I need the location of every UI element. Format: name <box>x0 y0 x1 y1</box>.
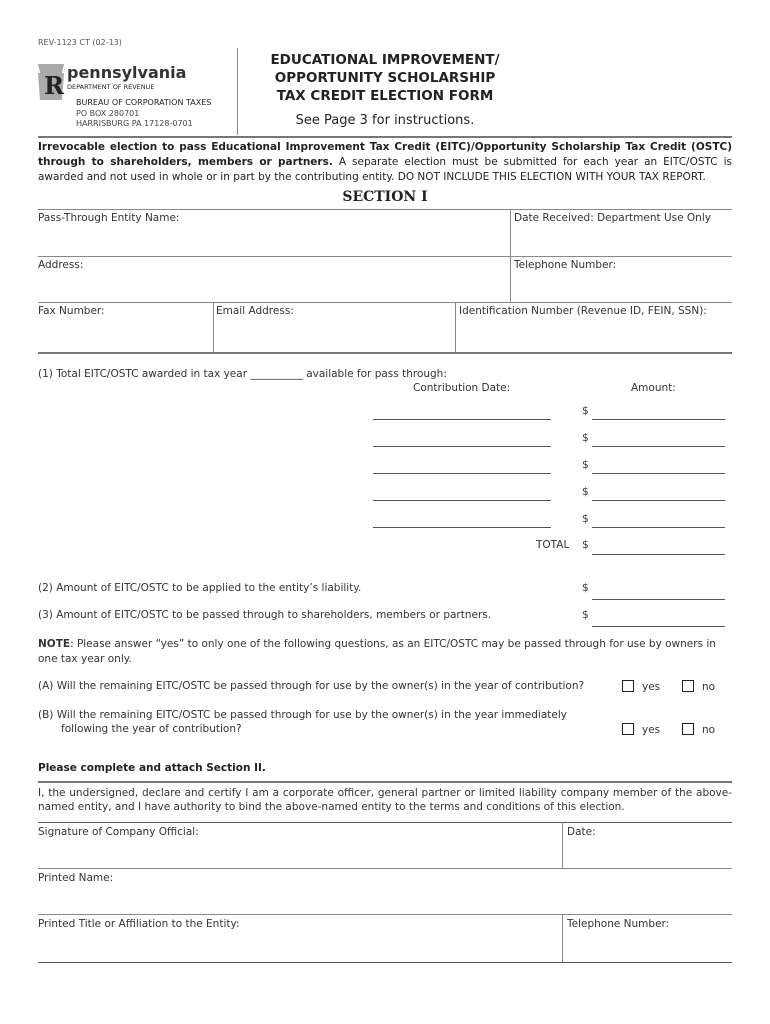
contribution-date-field[interactable] <box>373 473 551 474</box>
contribution-amount-field[interactable] <box>592 419 725 420</box>
contribution-amount-field[interactable] <box>592 527 725 528</box>
department: DEPARTMENT OF REVENUE <box>67 83 155 91</box>
contribution-amount-field[interactable] <box>592 473 725 474</box>
dollar-sign: $ <box>582 459 589 471</box>
line-2-amount-field[interactable] <box>592 599 725 600</box>
date-received-field: Date Received: Department Use Only <box>514 212 711 224</box>
logo-text: pennsylvania <box>67 63 187 82</box>
question-b-line-2: following the year of contribution? <box>61 723 242 735</box>
contribution-date-field[interactable] <box>373 527 551 528</box>
total-label: TOTAL <box>536 539 570 551</box>
yes-label: yes <box>642 681 661 693</box>
bureau: BUREAU OF CORPORATION TAXES <box>76 98 212 107</box>
entity-name-field[interactable]: Pass-Through Entity Name: <box>38 212 180 224</box>
keystone-logo-icon <box>38 64 64 100</box>
question-b-line-1: (B) Will the remaining EITC/OSTC be passed through for use by the owner(s) in the year immediately <box>38 709 567 721</box>
address-field[interactable]: Address: <box>38 259 84 271</box>
line-1-label: (1) Total EITC/OSTC awarded in tax year __________ available for pass through: <box>38 368 447 380</box>
dollar-sign: $ <box>582 432 589 444</box>
section-heading: SECTION I <box>342 189 428 205</box>
certification-text: I, the undersigned, declare and certify I am a corporate officer, general partner or limited liability company member of the above-named entity, and I have authority to bind the above-named entity to the terms and conditions of this election. <box>38 787 732 813</box>
signature-telephone-field[interactable]: Telephone Number: <box>567 918 670 930</box>
attach-section-ii: Please complete and attach Section II. <box>38 762 266 774</box>
email-field[interactable]: Email Address: <box>216 305 294 317</box>
printed-title-field[interactable]: Printed Title or Affiliation to the Entity: <box>38 918 240 930</box>
instructions: See Page 3 for instructions. <box>295 113 475 128</box>
svg-text:R: R <box>44 71 64 100</box>
question-b-yes-checkbox[interactable] <box>622 723 634 735</box>
date-field[interactable]: Date: <box>567 826 596 838</box>
no-label: no <box>702 724 716 736</box>
question-b-no-checkbox[interactable] <box>682 723 694 735</box>
signature-field[interactable]: Signature of Company Official: <box>38 826 199 838</box>
title-line-1: EDUCATIONAL IMPROVEMENT/ <box>270 52 500 68</box>
contribution-date-field[interactable] <box>373 446 551 447</box>
fax-field[interactable]: Fax Number: <box>38 305 105 317</box>
dollar-sign: $ <box>582 405 589 417</box>
note: NOTE: Please answer “yes” to only one of the following questions, as an EITC/OSTC may be passed through for use by owners in one tax year only. <box>38 638 716 665</box>
total-amount-field[interactable] <box>592 554 725 555</box>
form-number: REV-1123 CT (02-13) <box>38 38 122 47</box>
question-a: (A) Will the remaining EITC/OSTC be passed through for use by the owner(s) in the year of contribution? <box>38 680 585 692</box>
telephone-field[interactable]: Telephone Number: <box>514 259 617 271</box>
question-a-no-checkbox[interactable] <box>682 680 694 692</box>
contribution-date-field[interactable] <box>373 419 551 420</box>
title-line-2: OPPORTUNITY SCHOLARSHIP <box>274 70 496 86</box>
no-label: no <box>702 681 716 693</box>
dollar-sign: $ <box>582 539 589 551</box>
line-2-label: (2) Amount of EITC/OSTC to be applied to the entity’s liability. <box>38 582 362 594</box>
line-3-label: (3) Amount of EITC/OSTC to be passed through to shareholders, members or partners. <box>38 609 492 621</box>
dollar-sign: $ <box>582 582 589 594</box>
yes-label: yes <box>642 724 661 736</box>
po-box: PO BOX 280701 <box>76 109 140 118</box>
id-number-field[interactable]: Identification Number (Revenue ID, FEIN, SSN): <box>459 305 707 317</box>
question-a-yes-checkbox[interactable] <box>622 680 634 692</box>
dollar-sign: $ <box>582 609 589 621</box>
title-line-3: TAX CREDIT ELECTION FORM <box>276 88 494 104</box>
dollar-sign: $ <box>582 486 589 498</box>
contribution-date-header: Contribution Date: <box>413 382 511 394</box>
dollar-sign: $ <box>582 513 589 525</box>
city: HARRISBURG PA 17128-0701 <box>76 119 193 128</box>
amount-header: Amount: <box>631 382 676 394</box>
contribution-amount-field[interactable] <box>592 500 725 501</box>
intro-paragraph: Irrevocable election to pass Educational Improvement Tax Credit (EITC)/Opportunity Scholarship Tax Credit (OSTC) through to shareholders, members or partners. A separate election must be submitted for each year an EITC/OSTC is awarded and not used in whole or in part by the contributing entity. DO NOT INCLUDE THIS ELECTION WITH YOUR TAX REPORT. <box>38 141 733 183</box>
contribution-date-field[interactable] <box>373 500 551 501</box>
line-3-amount-field[interactable] <box>592 626 725 627</box>
contribution-amount-field[interactable] <box>592 446 725 447</box>
printed-name-field[interactable]: Printed Name: <box>38 872 114 884</box>
